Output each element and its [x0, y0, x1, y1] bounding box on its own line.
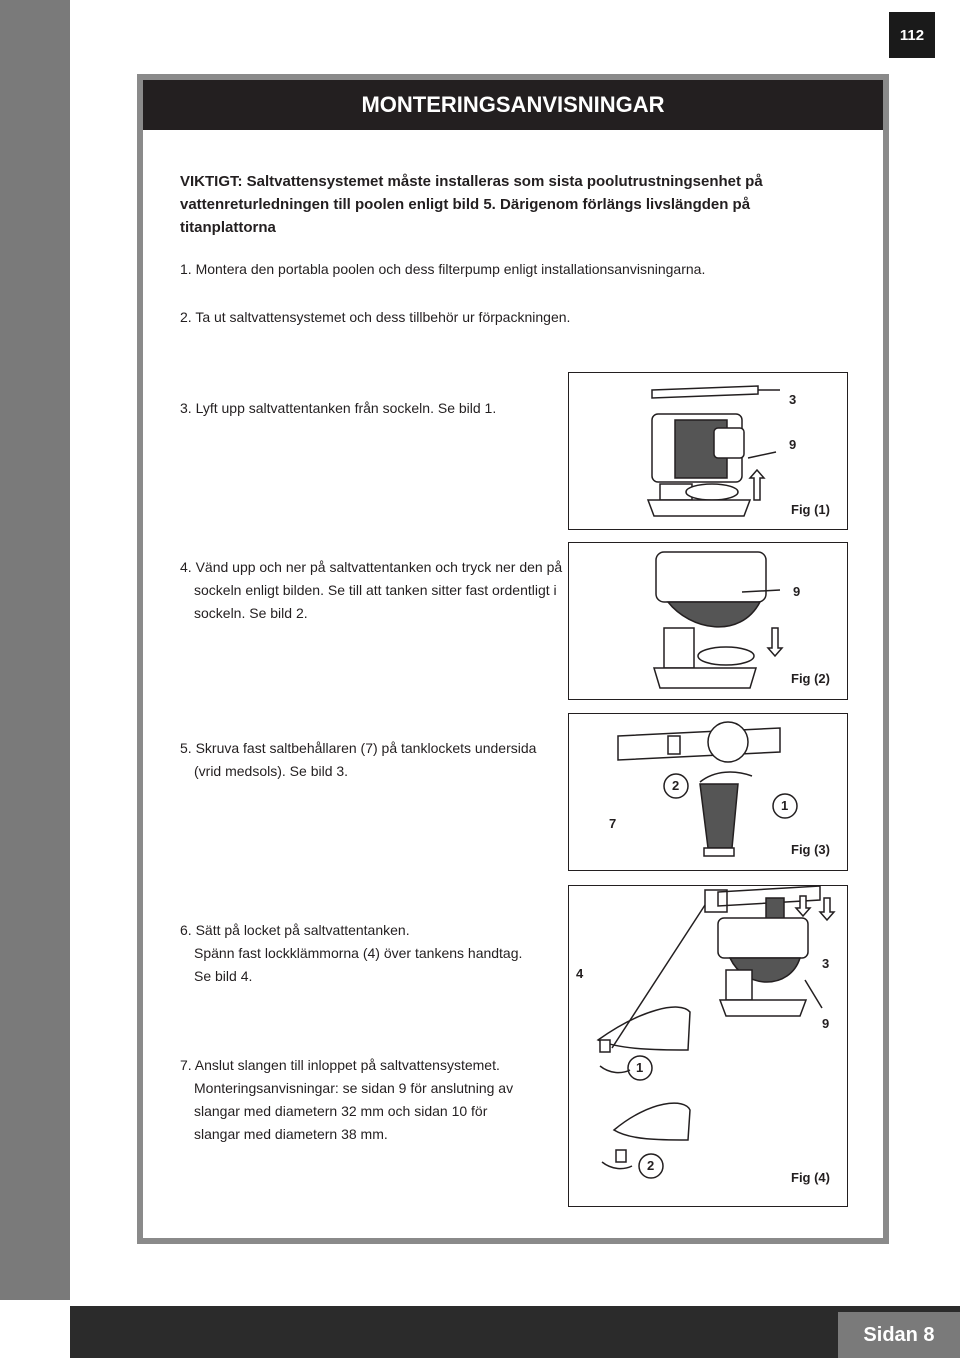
step-5-line-1: 5. Skruva fast saltbehållaren (7) på tanklockets undersida [180, 740, 537, 756]
step-4-line-3: sockeln. Se bild 2. [194, 605, 308, 621]
step-7-line-4: slangar med diametern 38 mm. [194, 1126, 388, 1142]
step-4-line-2: sockeln enligt bilden. Se till att tanken sitter fast ordentligt i [194, 582, 557, 598]
figure-3-callout-7: 7 [609, 816, 617, 831]
important-notice: VIKTIGT: Saltvattensystemet måste installeras som sista poolutrustningsenhet på vattenreturledningen till poolen enligt bild 5. Därigenom förlängs livslängden på titanplattorna [180, 173, 763, 236]
figure-4-callout-3: 3 [822, 956, 830, 971]
step-7-line-3: slangar med diametern 32 mm och sidan 10 för [194, 1103, 488, 1119]
step-7-line-2: Monteringsanvisningar: se sidan 9 för anslutning av [194, 1080, 514, 1096]
figure-4-callout-9: 9 [822, 1016, 830, 1031]
figure-4-callout-2: 2 [647, 1158, 655, 1173]
page-number: 112 [889, 12, 935, 58]
figure-2-callout-9: 9 [793, 584, 801, 599]
step-2: 2. Ta ut saltvattensystemet och dess tillbehör ur förpackningen. [180, 309, 571, 325]
step-7-line-1: 7. Anslut slangen till inloppet på saltvattensystemet. [180, 1057, 500, 1073]
page-title: MONTERINGSANVISNINGAR [143, 80, 883, 130]
step-6-line-3: Se bild 4. [194, 968, 253, 984]
step-4-line-1: 4. Vänd upp och ner på saltvattentanken och tryck ner den på [180, 559, 563, 575]
step-1: 1. Montera den portabla poolen och dess filterpump enligt installationsanvisningarna. [180, 261, 706, 277]
figure-3-callout-2: 2 [672, 778, 680, 793]
figure-1-callout-3: 3 [789, 392, 797, 407]
figure-3-label: Fig (3) [791, 842, 830, 857]
figure-1-callout-9: 9 [789, 437, 797, 452]
step-5-line-2: (vrid medsols). Se bild 3. [194, 763, 349, 779]
figure-4-label: Fig (4) [791, 1170, 830, 1185]
figure-1-label: Fig (1) [791, 502, 830, 517]
step-6-line-2: Spänn fast lockklämmorna (4) över tankens handtag. [194, 945, 523, 961]
figure-4-callout-4: 4 [576, 966, 584, 981]
figure-4-callout-1: 1 [636, 1060, 644, 1075]
footer-bar [70, 1306, 960, 1358]
step-3: 3. Lyft upp saltvattentanken från sockeln. Se bild 1. [180, 400, 497, 416]
figure-3-callout-1: 1 [781, 798, 789, 813]
footer-page-label: Sidan 8 [838, 1312, 960, 1358]
step-6-line-1: 6. Sätt på locket på saltvattentanken. [180, 922, 410, 938]
figure-2-label: Fig (2) [791, 671, 830, 686]
